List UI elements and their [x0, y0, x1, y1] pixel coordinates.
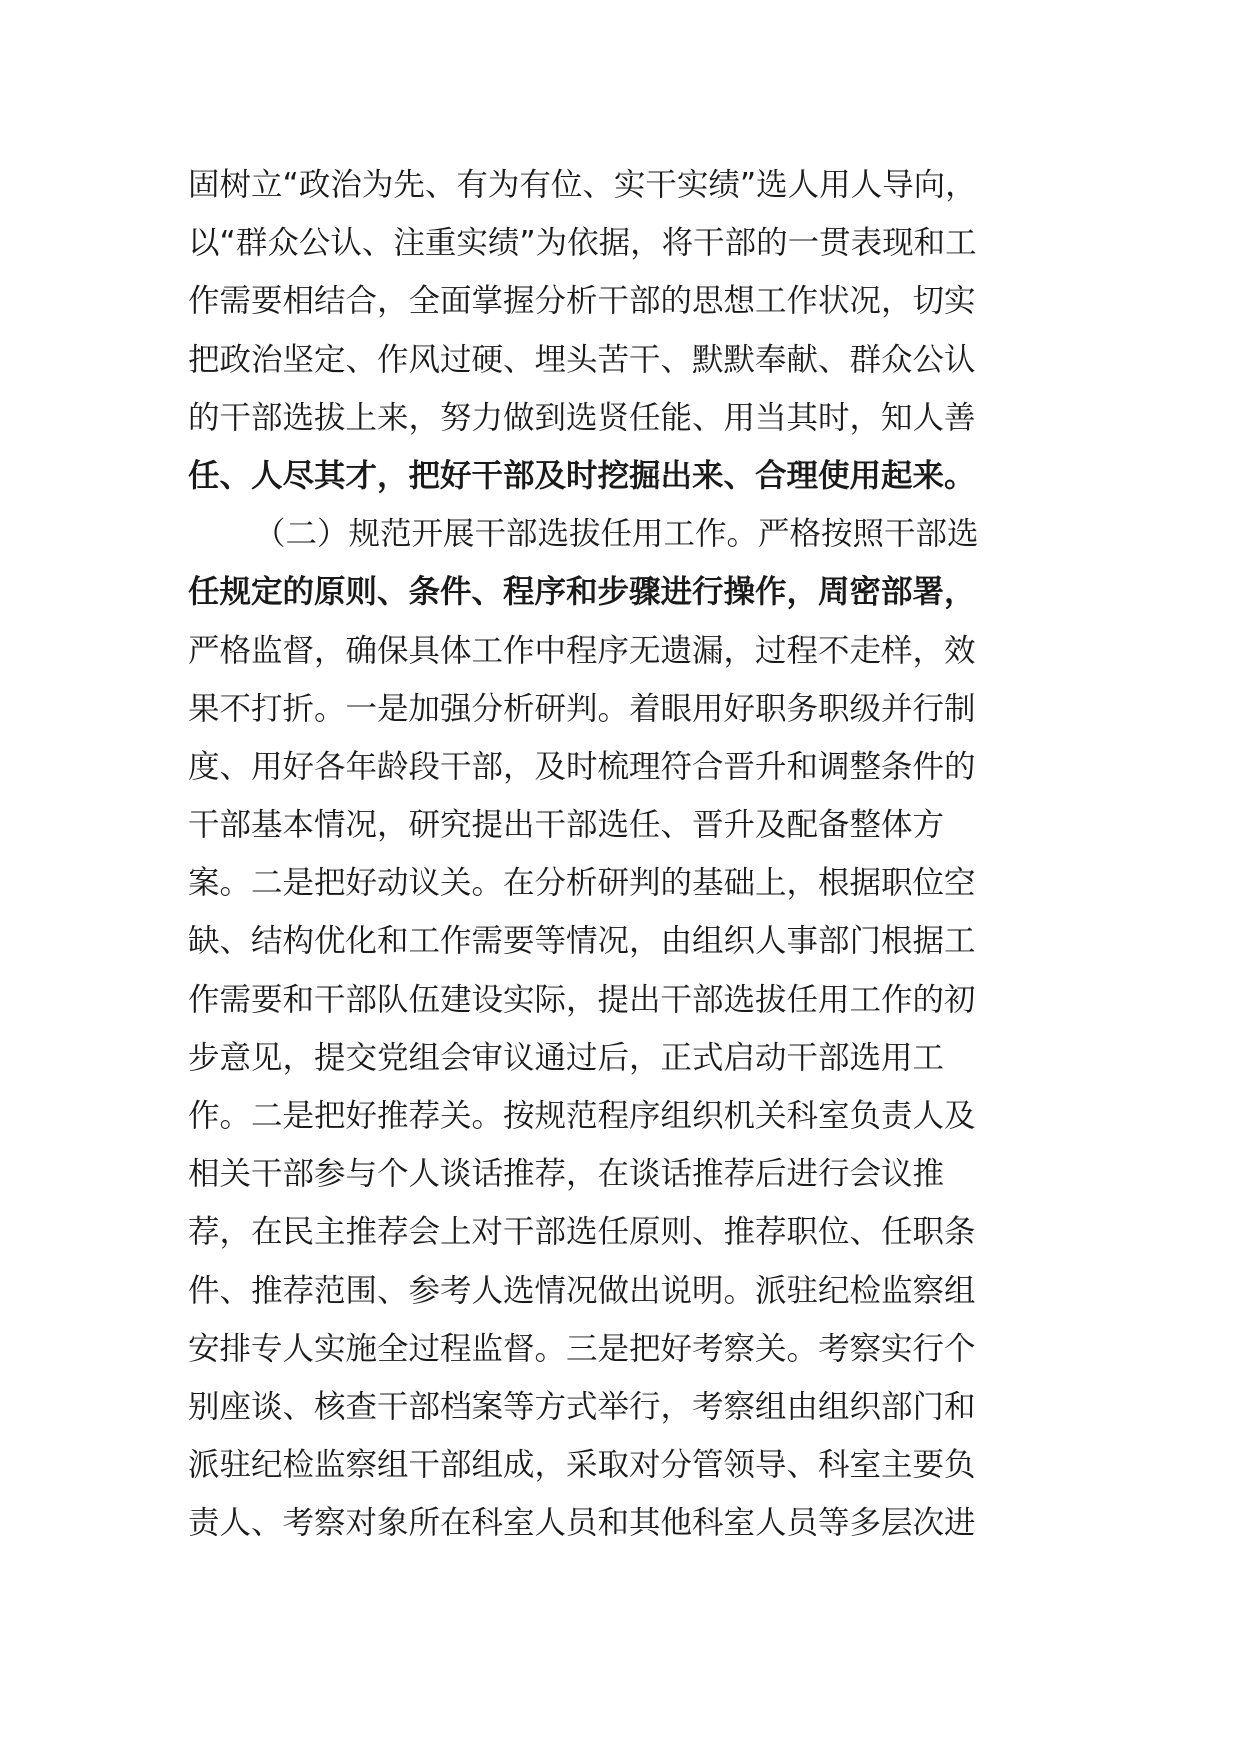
text-line: 步意见，提交党组会审议通过后，正式启动干部选用工 [188, 1039, 945, 1076]
document-body [188, 156, 1048, 1553]
text-line: 任、人尽其才，把好干部及时挖掘出来、合理使用起来。 [188, 457, 976, 494]
text-line: 以“群众公认、注重实绩”为依据，将干部的一贯表现和工 [188, 225, 977, 262]
text-line: 干部基本情况，研究提出干部选任、晋升及配备整体方 [188, 807, 945, 844]
text-line: 把政治坚定、作风过硬、埋头苦干、默默奉献、群众公认 [188, 341, 976, 378]
text-line: 作需要和干部队伍建设实际，提出干部选拔任用工作的初 [188, 981, 976, 1018]
text-line: 缺、结构优化和工作需要等情况，由组织人事部门根据工 [188, 923, 976, 960]
text-line: 安排专人实施全过程监督。三是把好考察关。考察实行个 [188, 1330, 976, 1367]
text-line: 相关干部参与个人谈话推荐，在谈话推荐后进行会议推 [188, 1156, 945, 1193]
text-line: 度、用好各年龄段干部，及时梳理符合晋升和调整条件的 [188, 748, 976, 785]
section-heading-line: （二）规范开展干部选拔任用工作。严格按照干部选 [254, 516, 979, 553]
text-line: 果不打折。一是加强分析研判。着眼用好职务职级并行制 [188, 690, 976, 727]
text-line: 作需要相结合，全面掌握分析干部的思想工作状况，切实 [188, 283, 976, 320]
text-line: 固树立“政治为先、有为有位、实干实绩”选人用人导向， [188, 167, 977, 203]
text-line: 任规定的原则、条件、程序和步骤进行操作，周密部署， [188, 574, 976, 611]
text-line: 案。二是把好动议关。在分析研判的基础上，根据职位空 [188, 865, 976, 902]
text-line: 荐，在民主推荐会上对干部选任原则、推荐职位、任职条 [188, 1214, 976, 1251]
text-line: 件、推荐范围、参考人选情况做出说明。派驻纪检监察组 [188, 1272, 976, 1309]
text-line: 的干部选拔上来，努力做到选贤任能、用当其时，知人善 [188, 399, 976, 436]
text-line: 别座谈、核查干部档案等方式举行，考察组由组织部门和 [188, 1388, 976, 1425]
text-line: 严格监督，确保具体工作中程序无遗漏，过程不走样，效 [188, 632, 976, 669]
text-line: 作。二是把好推荐关。按规范程序组织机关科室负责人及 [188, 1098, 976, 1134]
text-line: 派驻纪检监察组干部组成，采取对分管领导、科室主要负 [188, 1447, 976, 1484]
text-line: 责人、考察对象所在科室人员和其他科室人员等多层次进 [188, 1505, 976, 1542]
